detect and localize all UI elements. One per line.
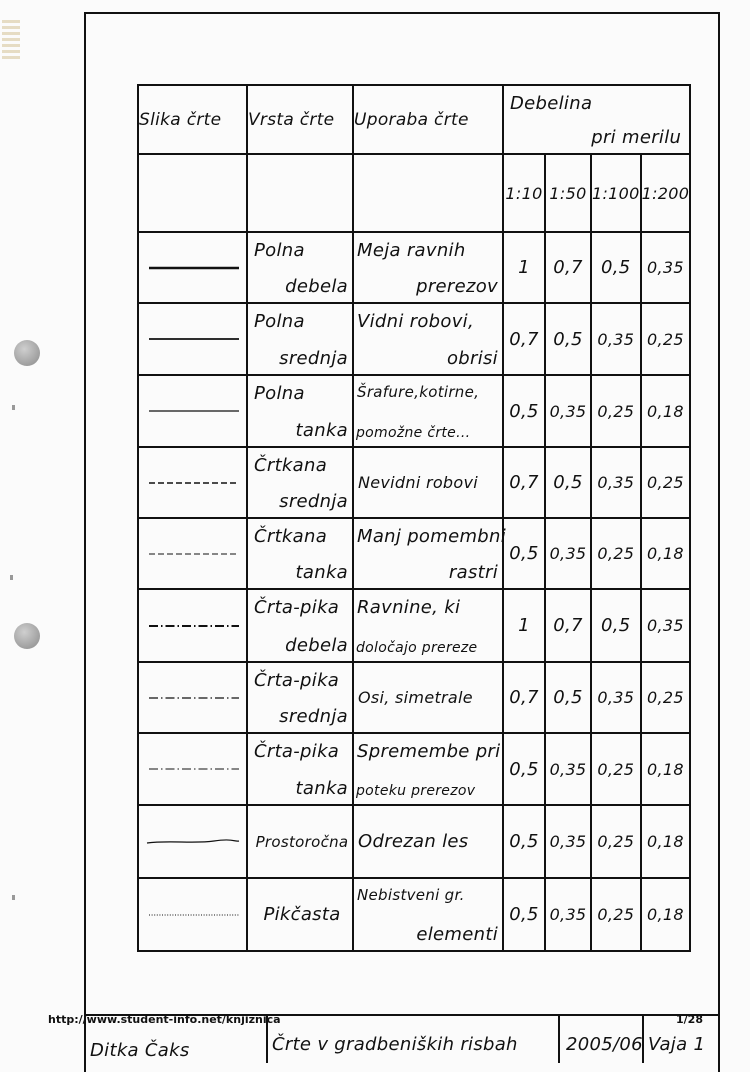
line-sample-solid-thick	[139, 258, 246, 278]
line-type-weight: srednja	[279, 491, 348, 512]
line-type-cell	[247, 733, 353, 805]
thickness-value: 0,5	[545, 303, 591, 375]
line-type-cell	[247, 518, 353, 589]
line-sample-dashed-thin	[139, 544, 246, 564]
line-type-weight: debela	[285, 276, 348, 297]
line-type-cell	[247, 662, 353, 733]
line-use-cell	[353, 878, 503, 951]
line-type-cell	[247, 303, 353, 375]
line-sample-dashdot-thick	[139, 616, 246, 636]
thickness-value: 0,7	[545, 589, 591, 662]
thickness-value: 0,18	[641, 878, 691, 951]
punch-hole-top	[14, 340, 40, 366]
scale-1-50: 1:50	[545, 154, 591, 232]
line-type-weight: tanka	[295, 562, 348, 583]
line-sample-cell	[138, 232, 247, 303]
line-use-cell	[353, 662, 503, 733]
header-row	[138, 85, 690, 154]
exercise-number: Vaja 1	[648, 1034, 706, 1055]
header-line-type: Vrsta črte	[247, 85, 353, 154]
table-row	[138, 518, 690, 589]
thickness-value: 0,35	[545, 805, 591, 878]
drawing-title-cell	[268, 1016, 560, 1063]
line-sample-dotted	[139, 905, 246, 925]
header-thickness-line1: Debelina	[510, 93, 593, 114]
thickness-value: 0,25	[641, 662, 691, 733]
thickness-value: 0,25	[591, 733, 641, 805]
thickness-value: 1	[503, 232, 545, 303]
header-thickness	[503, 85, 690, 154]
thickness-value: 0,7	[503, 447, 545, 518]
thickness-value: 0,35	[591, 662, 641, 733]
thickness-value: 0,18	[641, 805, 691, 878]
line-type-name: Črta-pika	[254, 597, 340, 618]
thickness-value: 0,35	[545, 518, 591, 589]
table-row	[138, 733, 690, 805]
line-sample-solid-medium	[139, 329, 246, 349]
line-use-cell	[353, 447, 503, 518]
line-type-weight: tanka	[295, 420, 348, 441]
line-use-text: Vidni robovi,	[357, 311, 474, 332]
line-type-name: Črta-pika	[254, 670, 340, 691]
line-type-name: Črta-pika	[254, 741, 340, 762]
line-use-text-cont: rastri	[448, 562, 498, 583]
thickness-value: 0,35	[545, 375, 591, 447]
author-cell	[86, 1016, 268, 1063]
line-sample-dashed-medium	[139, 473, 246, 493]
empty-cell	[353, 154, 503, 232]
line-type-cell	[247, 232, 353, 303]
thickness-value: 0,5	[591, 232, 641, 303]
line-use-text-cont: določajo prereze	[356, 640, 478, 656]
drawing-title: Črte v gradbeniških risbah	[272, 1034, 518, 1055]
thickness-value: 0,18	[641, 733, 691, 805]
thickness-value: 0,25	[591, 375, 641, 447]
line-use-text-cont: prerezov	[416, 276, 498, 297]
line-sample-freehand	[139, 832, 246, 852]
line-type-cell	[247, 805, 353, 878]
line-use-text-cont: poteku prerezov	[356, 783, 476, 799]
scan-speck	[10, 575, 13, 580]
line-sample-cell	[138, 375, 247, 447]
line-sample-cell	[138, 518, 247, 589]
line-sample-cell	[138, 733, 247, 805]
line-use-text: Spremembe pri	[357, 741, 501, 762]
scan-speck	[12, 405, 15, 410]
line-sample-cell	[138, 303, 247, 375]
thickness-value: 0,7	[503, 303, 545, 375]
source-url: http://www.student-info.net/knjiznica	[48, 1013, 281, 1026]
line-type-rows	[138, 232, 690, 951]
header-thickness-line2: pri merilu	[591, 127, 682, 148]
table-row	[138, 232, 690, 303]
line-type-weight: debela	[285, 635, 348, 656]
thickness-value: 0,5	[503, 518, 545, 589]
header-line-use: Uporaba črte	[353, 85, 503, 154]
thickness-value: 0,25	[641, 303, 691, 375]
punch-hole-bottom	[14, 623, 40, 649]
line-type-name: Pikčasta	[263, 904, 341, 925]
scale-1-100: 1:100	[591, 154, 641, 232]
table-row	[138, 447, 690, 518]
line-type-name: Prostoročna	[255, 832, 349, 851]
line-type-cell	[247, 375, 353, 447]
thickness-value: 0,35	[591, 303, 641, 375]
header-line-image: Slika črte	[138, 85, 247, 154]
table-row	[138, 303, 690, 375]
line-use-cell	[353, 589, 503, 662]
line-type-weight: srednja	[279, 348, 348, 369]
thickness-value: 0,35	[545, 878, 591, 951]
table-row	[138, 589, 690, 662]
school-year: 2005/06	[566, 1034, 643, 1055]
table-row	[138, 375, 690, 447]
line-type-weight: srednja	[279, 706, 348, 727]
line-type-name: Črtkana	[254, 526, 328, 547]
table-row	[138, 805, 690, 878]
line-type-name: Polna	[254, 383, 305, 404]
thickness-value: 0,7	[503, 662, 545, 733]
line-use-cell	[353, 375, 503, 447]
thickness-value: 0,35	[641, 232, 691, 303]
thickness-value: 0,35	[591, 447, 641, 518]
scale-row	[138, 154, 690, 232]
line-use-text-cont: pomožne črte...	[356, 425, 471, 441]
empty-cell	[138, 154, 247, 232]
thickness-value: 0,5	[503, 878, 545, 951]
line-type-cell	[247, 447, 353, 518]
empty-cell	[247, 154, 353, 232]
line-type-name: Polna	[254, 311, 305, 332]
scan-edge-mark	[2, 20, 20, 60]
line-use-text: Nebistveni gr.	[357, 886, 465, 904]
line-use-text: Odrezan les	[358, 831, 469, 852]
thickness-value: 0,35	[641, 589, 691, 662]
thickness-value: 0,18	[641, 518, 691, 589]
scan-speck	[12, 895, 15, 900]
line-use-text: Osi, simetrale	[358, 688, 473, 707]
line-use-cell	[353, 733, 503, 805]
thickness-value: 0,5	[503, 375, 545, 447]
line-type-cell	[247, 589, 353, 662]
line-use-cell	[353, 303, 503, 375]
thickness-value: 0,18	[641, 375, 691, 447]
title-block	[86, 1014, 720, 1063]
year-cell	[560, 1016, 644, 1063]
line-use-text: Nevidni robovi	[358, 473, 478, 492]
line-sample-cell	[138, 662, 247, 733]
line-sample-cell	[138, 589, 247, 662]
line-use-text: Šrafure,kotirne,	[357, 383, 480, 401]
thickness-value: 0,25	[591, 805, 641, 878]
line-type-weight: tanka	[295, 778, 348, 799]
thickness-value: 0,25	[591, 878, 641, 951]
line-use-cell	[353, 518, 507, 589]
line-use-text-cont: obrisi	[446, 348, 498, 369]
thickness-value: 0,25	[641, 447, 691, 518]
line-sample-dashdot-medium	[139, 688, 246, 708]
line-use-cell	[353, 805, 503, 878]
line-sample-dashdot-thin	[139, 759, 246, 779]
scale-1-200: 1:200	[641, 154, 691, 232]
thickness-value: 0,5	[503, 733, 545, 805]
line-use-text: Ravnine, ki	[357, 597, 461, 618]
line-use-text-cont: elementi	[416, 924, 498, 945]
page-number: 1/28	[676, 1013, 703, 1026]
line-types-table	[137, 84, 691, 952]
line-use-text: Meja ravnih	[357, 240, 466, 261]
thickness-value: 0,5	[591, 589, 641, 662]
thickness-value: 0,5	[503, 805, 545, 878]
line-use-cell	[353, 232, 503, 303]
line-sample-cell	[138, 878, 247, 951]
line-type-cell	[247, 878, 353, 951]
line-sample-solid-thin	[139, 401, 246, 421]
scale-1-10: 1:10	[503, 154, 545, 232]
table-row	[138, 878, 690, 951]
line-use-text: Manj pomembni	[357, 526, 507, 547]
thickness-value: 0,7	[545, 232, 591, 303]
line-sample-cell	[138, 447, 247, 518]
thickness-value: 0,35	[545, 733, 591, 805]
line-type-name: Črtkana	[254, 455, 328, 476]
thickness-value: 0,5	[545, 447, 591, 518]
thickness-value: 1	[503, 589, 545, 662]
table-row	[138, 662, 690, 733]
line-sample-cell	[138, 805, 247, 878]
thickness-value: 0,25	[591, 518, 641, 589]
thickness-value: 0,5	[545, 662, 591, 733]
line-type-name: Polna	[254, 240, 305, 261]
author-name: Ditka Čaks	[90, 1040, 190, 1061]
